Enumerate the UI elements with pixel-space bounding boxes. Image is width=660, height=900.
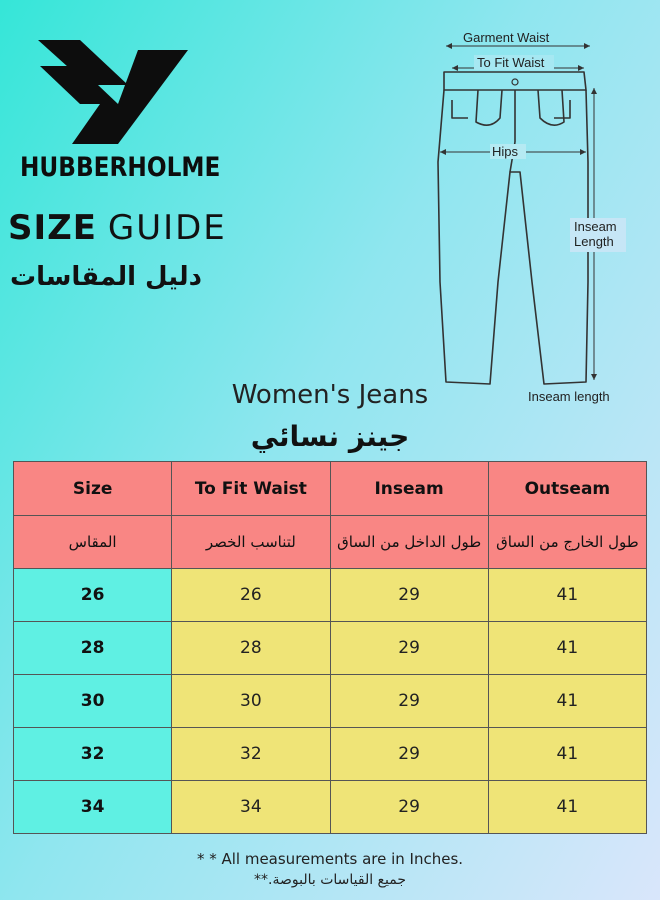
header-inseam-arabic: طول الداخل من الساق <box>330 516 488 569</box>
outseam-cell: 41 <box>488 781 646 834</box>
table-row <box>14 622 647 675</box>
header-size: Size <box>14 462 172 516</box>
inseam-cell: 29 <box>330 569 488 622</box>
inseam-cell: 29 <box>330 781 488 834</box>
outseam-cell: 41 <box>488 675 646 728</box>
table-header-row-arabic <box>14 516 647 569</box>
womens-jeans-title-arabic: جينز نسائي <box>250 420 410 453</box>
size-cell: 34 <box>14 781 172 834</box>
size-cell: 30 <box>14 675 172 728</box>
table-header-row-english <box>14 462 647 516</box>
size-cell: 26 <box>14 569 172 622</box>
to-fit-waist-label: To Fit Waist <box>477 55 545 70</box>
outseam-cell: 41 <box>488 728 646 781</box>
header-outseam-arabic: طول الخارج من الساق <box>488 516 646 569</box>
brand-name: HUBBERHOLME <box>20 152 221 183</box>
brand-logo-icon <box>38 40 188 144</box>
table-row <box>14 728 647 781</box>
garment-waist-label: Garment Waist <box>463 30 550 45</box>
size-guide-title <box>8 208 227 248</box>
size-cell: 32 <box>14 728 172 781</box>
waist-cell: 32 <box>172 728 330 781</box>
outseam-cell: 41 <box>488 622 646 675</box>
size-cell: 28 <box>14 622 172 675</box>
inseam-cell: 29 <box>330 728 488 781</box>
womens-jeans-title: Women's Jeans <box>231 380 429 410</box>
table-row <box>14 675 647 728</box>
header-size-arabic: المقاس <box>14 516 172 569</box>
inseam-length-label-line1: Inseam <box>574 219 617 234</box>
inseam-cell: 29 <box>330 675 488 728</box>
size-guide-title-arabic: دليل المقاسات <box>9 262 202 292</box>
waist-cell: 26 <box>172 569 330 622</box>
waist-cell: 30 <box>172 675 330 728</box>
measurement-note-arabic: جميع القياسات بالبوصة.** <box>254 872 406 888</box>
header-to-fit-waist: To Fit Waist <box>172 462 330 516</box>
measurement-note: * * All measurements are in Inches. <box>196 850 464 868</box>
inseam-length-label-line2: Length <box>574 234 614 249</box>
table-row <box>14 781 647 834</box>
header-to-fit-waist-arabic: لتناسب الخصر <box>172 516 330 569</box>
header-outseam: Outseam <box>488 462 646 516</box>
table-row <box>14 569 647 622</box>
header-inseam: Inseam <box>330 462 488 516</box>
inseam-cell: 29 <box>330 622 488 675</box>
jeans-diagram <box>420 22 640 410</box>
waist-cell: 28 <box>172 622 330 675</box>
guide-word: GUIDE <box>107 208 227 248</box>
outseam-cell: 41 <box>488 569 646 622</box>
size-word: SIZE <box>8 208 98 248</box>
inseam-length-bottom-label: Inseam length <box>528 389 610 404</box>
hips-label: Hips <box>492 144 519 159</box>
waist-cell: 34 <box>172 781 330 834</box>
size-table <box>13 461 647 834</box>
